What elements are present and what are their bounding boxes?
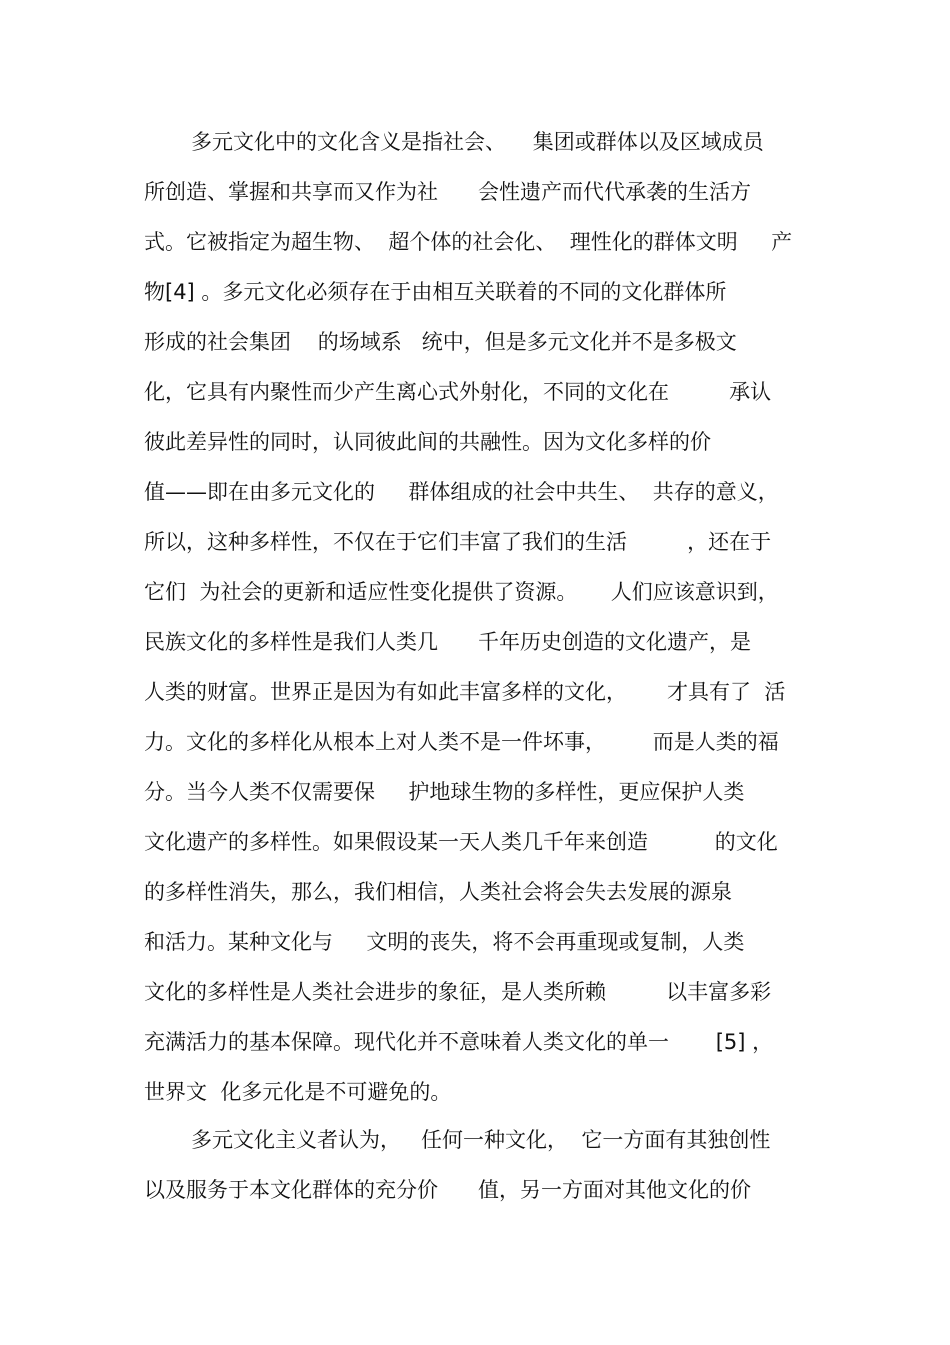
text-line: 多元文化中的文化含义是指社会、 集团或群体以及区域成员	[191, 130, 764, 154]
text-line: 世界文 化多元化是不可避免的。	[144, 1080, 452, 1104]
text-line: 分。当今人类不仅需要保 护地球生物的多样性，更应保护人类	[144, 780, 745, 804]
text-line: 文化的多样性是人类社会进步的象征，是人类所赖 以丰富多彩	[144, 980, 772, 1004]
text-line: 值——即在由多元文化的 群体组成的社会中共生、 共存的意义，	[144, 480, 779, 504]
text-line: 化，它具有内聚性而少产生离心式外射化，不同的文化在 承认	[144, 380, 772, 404]
text-line: 力。文化的多样化从根本上对人类不是一件坏事， 而是人类的福	[144, 730, 779, 754]
text-line: 所以，这种多样性，不仅在于它们丰富了我们的生活 ，还在于	[144, 530, 772, 554]
text-line: 式。它被指定为超生物、 超个体的社会化、 理性化的群体文明 产	[144, 230, 793, 254]
text-line: 多元文化主义者认为， 任何一种文化， 它一方面有其独创性	[191, 1128, 771, 1152]
text-line: 人类的财富。世界正是因为有如此丰富多样的文化， 才具有了 活	[144, 680, 786, 704]
text-line: 形成的社会集团 的场域系 统中，但是多元文化并不是多极文	[144, 330, 737, 354]
text-line: 和活力。某种文化与 文明的丧失，将不会再重现或复制，人类	[144, 930, 745, 954]
text-line: 民族文化的多样性是我们人类几 千年历史创造的文化遗产，是	[144, 630, 752, 654]
text-line: 物[4] 。多元文化必须存在于由相互关联着的不同的文化群体所	[144, 280, 727, 304]
text-line: 文化遗产的多样性。如果假设某一天人类几千年来创造 的文化	[144, 830, 778, 854]
text-line: 它们 为社会的更新和适应性变化提供了资源。 人们应该意识到，	[144, 580, 779, 604]
text-line: 彼此差异性的同时，认同彼此间的共融性。因为文化多样的价	[144, 430, 711, 454]
text-line: 所创造、掌握和共享而又作为社 会性遗产而代代承袭的生活方	[144, 180, 752, 204]
text-line: 的多样性消失，那么，我们相信，人类社会将会失去发展的源泉	[144, 880, 732, 904]
text-line: 充满活力的基本保障。现代化并不意味着人类文化的单一 [5] ，	[144, 1030, 774, 1054]
text-line: 以及服务于本文化群体的充分价 值，另一方面对其他文化的价	[144, 1178, 752, 1202]
